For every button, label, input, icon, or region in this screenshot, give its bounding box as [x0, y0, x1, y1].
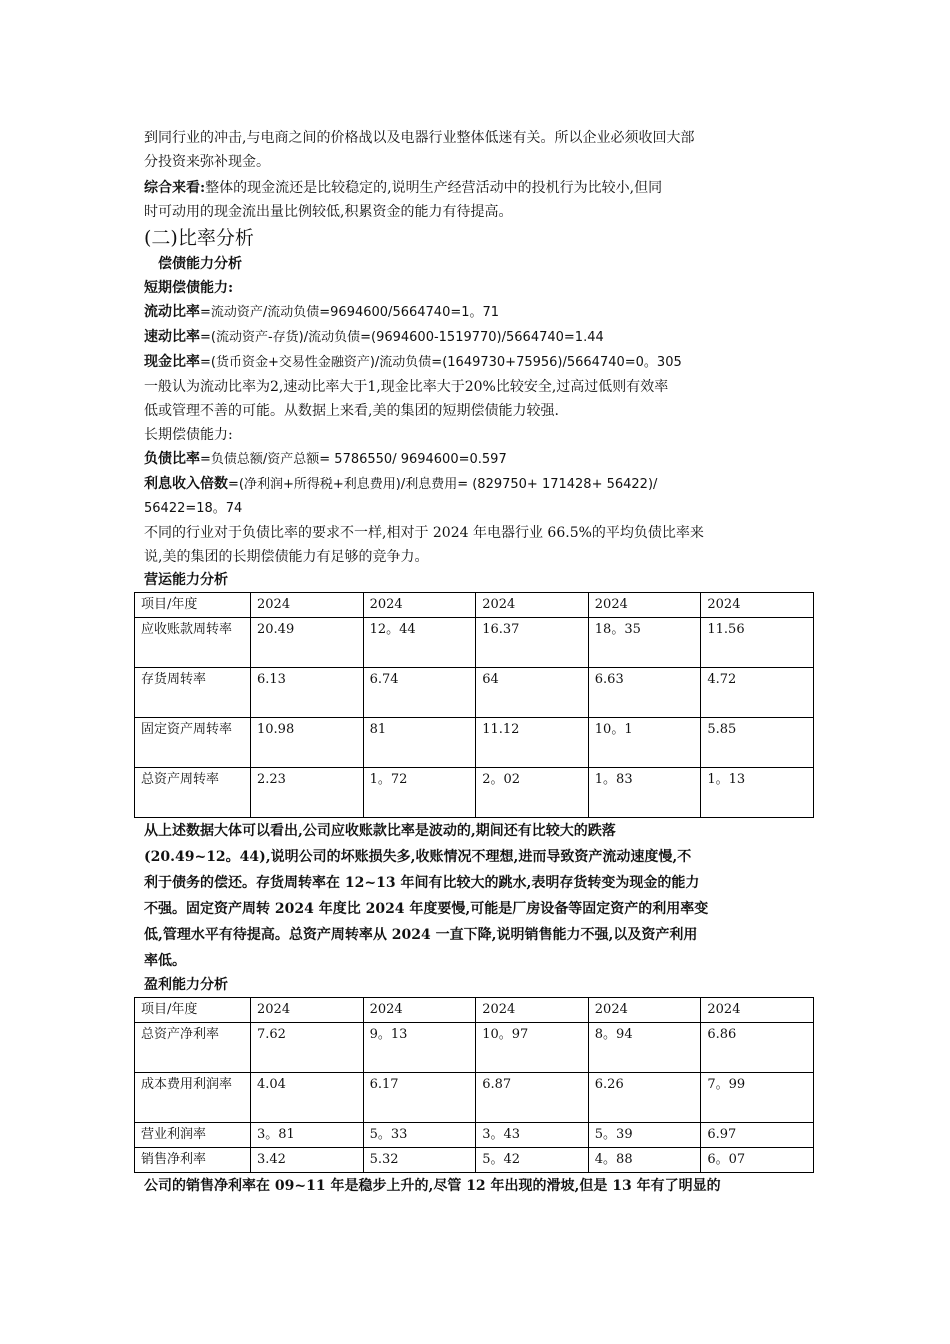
table-cell: 6.17	[363, 1073, 476, 1123]
quick-ratio-line	[144, 325, 816, 350]
table-cell: 4.72	[701, 668, 814, 718]
table-cell: 2024	[476, 998, 589, 1023]
operating-comment-6: 率低。	[144, 953, 186, 969]
table-cell: 9。13	[363, 1023, 476, 1073]
operating-comment-3: 利于债务的偿还。存货周转率在 12~13 年间有比较大的跳水,表明存货转变为现金的能力	[144, 875, 700, 891]
table-cell: 6.86	[701, 1023, 814, 1073]
table-header-row	[135, 998, 814, 1023]
operating-comment-1: 从上述数据大体可以看出,公司应收账款比率是波动的,期间还有比较大的跌落	[144, 823, 616, 839]
long-term-heading: 长期偿债能力:	[144, 427, 233, 443]
profit-title: 盈利能力分析	[144, 977, 228, 993]
table-cell: 5.32	[363, 1148, 476, 1173]
table-cell: 2。02	[476, 768, 589, 818]
summary-line-1	[144, 176, 816, 200]
table-cell: 5。42	[476, 1148, 589, 1173]
table-cell: 3。43	[476, 1123, 589, 1148]
long-term-comment-2: 说,美的集团的长期偿债能力有足够的竞争力。	[144, 549, 429, 565]
table-cell: 10.98	[251, 718, 364, 768]
table-cell: 12。44	[363, 618, 476, 668]
table-cell: 5。39	[588, 1123, 701, 1148]
table-cell: 1。83	[588, 768, 701, 818]
operating-title: 营运能力分析	[144, 572, 228, 588]
debt-ratio-line	[144, 447, 816, 472]
debt-ratio-formula: =负债总额/资产总额= 5786550/ 9694600=0.597	[200, 452, 507, 467]
table-cell: 4.04	[251, 1073, 364, 1123]
summary-text-1: 整体的现金流还是比较稳定的,说明生产经营活动中的投机行为比较小,但同	[205, 180, 663, 196]
table-cell: 成本费用利润率	[135, 1073, 251, 1123]
operating-comment-2: (20.49~12。44),说明公司的坏账损失多,收账情况不理想,进而导致资产流动速度慢,不	[144, 849, 692, 865]
table-row	[135, 1148, 814, 1173]
short-term-heading: 短期偿债能力:	[144, 280, 234, 296]
table-row	[135, 768, 814, 818]
table-row	[135, 1023, 814, 1073]
quick-ratio-label: 速动比率	[144, 329, 200, 345]
table-cell: 16.37	[476, 618, 589, 668]
table-cell: 应收账款周转率	[135, 618, 251, 668]
cash-ratio-formula: =(货币资金+交易性金融资产)/流动负债=(1649730+75956)/5664740=0。305	[200, 355, 682, 370]
table-cell: 1。72	[363, 768, 476, 818]
table-cell: 营业利润率	[135, 1123, 251, 1148]
short-term-comment-2: 低或管理不善的可能。从数据上来看,美的集团的短期偿债能力较强.	[144, 403, 559, 419]
solvency-title: 偿债能力分析	[158, 256, 242, 272]
table-cell: 2024	[363, 593, 476, 618]
table-cell: 总资产净利率	[135, 1023, 251, 1073]
current-ratio-label: 流动比率	[144, 304, 200, 320]
table-cell: 6.87	[476, 1073, 589, 1123]
summary-label: 综合来看:	[144, 180, 206, 196]
interest-coverage-formula-2: 56422=18。74	[144, 501, 243, 516]
table-cell: 6.26	[588, 1073, 701, 1123]
operating-table	[134, 592, 814, 818]
table-cell: 10。1	[588, 718, 701, 768]
debt-ratio-label: 负债比率	[144, 451, 200, 467]
table-cell: 2024	[588, 998, 701, 1023]
long-term-comment-1: 不同的行业对于负债比率的要求不一样,相对于 2024 年电器行业 66.5%的平均负债比率来	[144, 525, 704, 541]
cash-ratio-line	[144, 350, 816, 375]
table-cell: 5。33	[363, 1123, 476, 1148]
table-cell: 2.23	[251, 768, 364, 818]
table-cell: 4。88	[588, 1148, 701, 1173]
table-cell: 18。35	[588, 618, 701, 668]
table-cell: 6。07	[701, 1148, 814, 1173]
intro-line-2: 分投资来弥补现金。	[144, 154, 270, 170]
quick-ratio-formula: =(流动资产-存货)/流动负债=(9694600-1519770)/5664740=1.44	[200, 330, 604, 345]
table-cell: 2024	[363, 998, 476, 1023]
table-cell: 项目/年度	[135, 998, 251, 1023]
table-cell: 10。97	[476, 1023, 589, 1073]
table-cell: 6.13	[251, 668, 364, 718]
table-cell: 2024	[251, 593, 364, 618]
table-cell: 2024	[701, 593, 814, 618]
table-cell: 6.74	[363, 668, 476, 718]
table-row	[135, 668, 814, 718]
table-row	[135, 618, 814, 668]
profit-comment: 公司的销售净利率在 09~11 年是稳步上升的,尽管 12 年出现的滑坡,但是 13 年有了明显的	[144, 1178, 721, 1194]
table-cell: 64	[476, 668, 589, 718]
table-cell: 81	[363, 718, 476, 768]
table-cell: 20.49	[251, 618, 364, 668]
table-cell: 3.42	[251, 1148, 364, 1173]
intro-line-1: 到同行业的冲击,与电商之间的价格战以及电器行业整体低迷有关。所以企业必须收回大部	[144, 130, 695, 146]
table-cell: 7.62	[251, 1023, 364, 1073]
table-cell: 3。81	[251, 1123, 364, 1148]
operating-comment-4: 不强。固定资产周转 2024 年度比 2024 年度要慢,可能是厂房设备等固定资产的利用率变	[144, 901, 709, 917]
table-row	[135, 1073, 814, 1123]
operating-comment-5: 低,管理水平有待提高。总资产周转率从 2024 一直下降,说明销售能力不强,以及资产利用	[144, 927, 698, 943]
table-row	[135, 718, 814, 768]
profit-table	[134, 997, 814, 1173]
table-cell: 2024	[701, 998, 814, 1023]
interest-coverage-label: 利息收入倍数	[144, 476, 228, 492]
table-cell: 销售净利率	[135, 1148, 251, 1173]
table-cell: 8。94	[588, 1023, 701, 1073]
table-cell: 存货周转率	[135, 668, 251, 718]
table-cell: 项目/年度	[135, 593, 251, 618]
table-header-row	[135, 593, 814, 618]
table-cell: 总资产周转率	[135, 768, 251, 818]
table-cell: 1。13	[701, 768, 814, 818]
table-cell: 2024	[251, 998, 364, 1023]
table-cell: 5.85	[701, 718, 814, 768]
table-cell: 11.12	[476, 718, 589, 768]
table-cell: 6.63	[588, 668, 701, 718]
cash-ratio-label: 现金比率	[144, 354, 200, 370]
interest-coverage-formula-1: =(净利润+所得税+利息费用)/利息费用= (829750+ 171428+ 56422)/	[228, 477, 658, 492]
current-ratio-formula: =流动资产/流动负债=9694600/5664740=1。71	[200, 305, 500, 320]
document-page	[141, 126, 816, 1199]
short-term-comment-1: 一般认为流动比率为2,速动比率大于1,现金比率大于20%比较安全,过高过低则有效率	[144, 379, 669, 395]
table-cell: 7。99	[701, 1073, 814, 1123]
section-title: (二)比率分析	[144, 227, 254, 249]
table-cell: 6.97	[701, 1123, 814, 1148]
current-ratio-line	[144, 300, 816, 325]
summary-line-2: 时可动用的现金流出量比例较低,积累资金的能力有待提高。	[144, 204, 513, 220]
table-cell: 2024	[588, 593, 701, 618]
table-cell: 固定资产周转率	[135, 718, 251, 768]
table-cell: 2024	[476, 593, 589, 618]
interest-coverage-line	[144, 472, 816, 497]
table-row	[135, 1123, 814, 1148]
table-cell: 11.56	[701, 618, 814, 668]
